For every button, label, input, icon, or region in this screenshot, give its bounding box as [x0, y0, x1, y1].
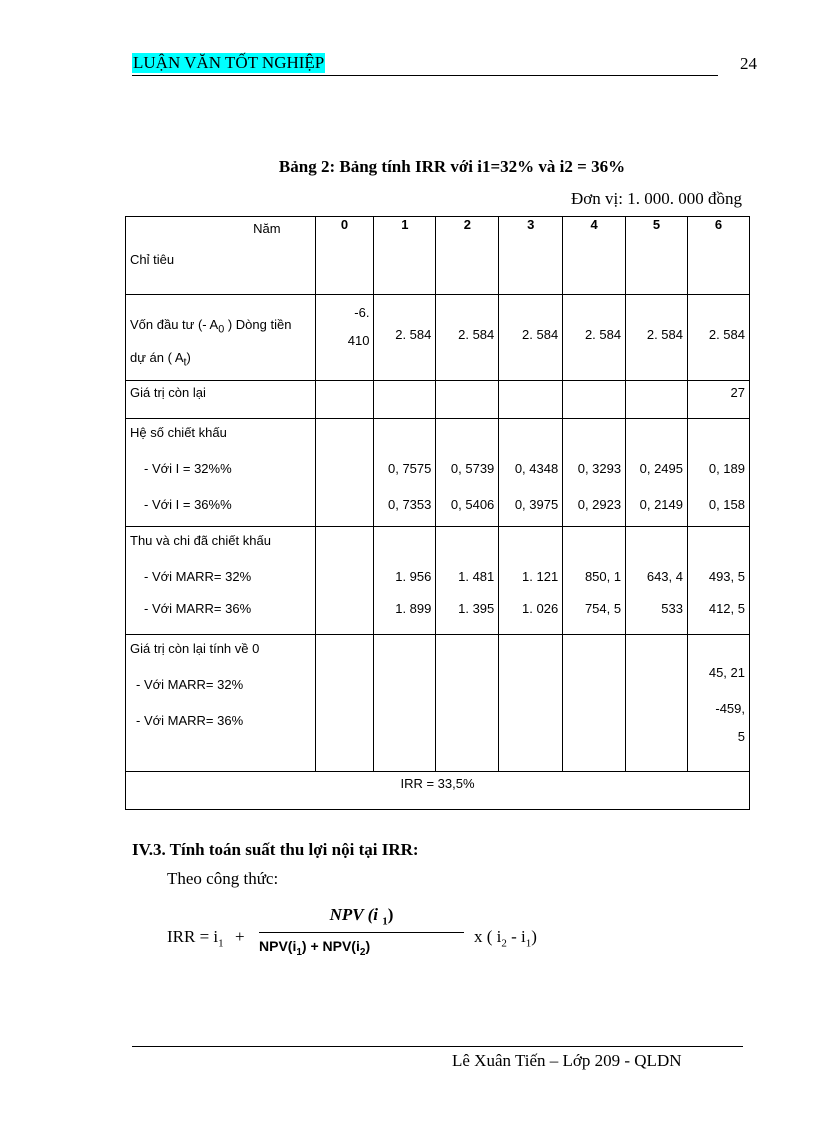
- table-header-row: [126, 217, 750, 295]
- unit-label: Đơn vị: 1. 000. 000 đồng: [571, 189, 742, 208]
- fraction-bar: [259, 932, 464, 933]
- year-4: 4: [563, 217, 626, 295]
- cell: 0, 5739 0, 5406: [436, 419, 499, 527]
- formula-plus: +: [235, 927, 245, 946]
- cell: 0, 7575 0, 7353: [374, 419, 436, 527]
- irr-table: [125, 216, 750, 810]
- corner-bottom: Chỉ tiêu: [130, 252, 175, 267]
- cell: 2. 584: [436, 295, 499, 381]
- year-3: 3: [499, 217, 563, 295]
- year-0: 0: [315, 217, 374, 295]
- cell: 493, 5 412, 5: [688, 527, 750, 635]
- cell: 643, 4 533: [626, 527, 688, 635]
- cell: 0, 3293 0, 2923: [563, 419, 626, 527]
- formula-numerator: NPV (i $_1$): [329, 905, 394, 928]
- row-label-discounted-flows: Thu và chi đã chiết khấu - Với MARR= 32% - Với MARR= 36%: [126, 527, 316, 635]
- table-row: [126, 635, 750, 772]
- residual-pv-year6: 45, 21 -459, 5: [688, 635, 750, 772]
- header-rule: [132, 75, 718, 76]
- irr-result: IRR = 33,5%: [126, 772, 750, 810]
- cell: 0, 4348 0, 3975: [499, 419, 563, 527]
- table-row: [126, 527, 750, 635]
- year-1: 1: [374, 217, 436, 295]
- table-caption: [0, 157, 816, 177]
- irr-row: [126, 772, 750, 810]
- corner-cell: [126, 217, 316, 295]
- header-title: LUẬN VĂN TỐT NGHIỆP: [133, 53, 325, 72]
- table-row: [126, 295, 750, 381]
- cell: 1. 121 1. 026: [499, 527, 563, 635]
- year-2: 2: [436, 217, 499, 295]
- investment-year0: -6. 410: [315, 295, 374, 381]
- formula-tail: x ( $i_2 - i_1$): [474, 927, 537, 950]
- cell: 850, 1 754, 5: [563, 527, 626, 635]
- caption-text: Bảng 2: Bảng tính IRR với i1=32% và i2 = 36%: [278, 157, 626, 176]
- footer-text: Lê Xuân Tiến – Lớp 209 - QLDN: [452, 1051, 682, 1070]
- residual-year6: 27: [688, 381, 750, 419]
- year-5: 5: [626, 217, 688, 295]
- table-row: [126, 381, 750, 419]
- cell: 0, 189 0, 158: [688, 419, 750, 527]
- cell: 2. 584: [563, 295, 626, 381]
- formula-intro: Theo công thức:: [167, 869, 279, 888]
- cell: 2. 584: [688, 295, 750, 381]
- formula-denominator: $NPV(i_1) + NPV(i_2)$: [259, 938, 371, 958]
- row-label-investment: Vốn đầu tư (- $A_0$ ) Dòng tiền dự án ( $A_t$): [126, 295, 316, 381]
- footer-rule: [132, 1046, 743, 1047]
- irr-formula: [167, 905, 587, 967]
- table-row: [126, 419, 750, 527]
- formula-lhs: IRR = $i_1$: [167, 927, 224, 950]
- section-heading: IV.3. Tính toán suất thu lợi nội tại IRR:: [132, 840, 419, 859]
- year-6: 6: [688, 217, 750, 295]
- cell: 2. 584: [374, 295, 436, 381]
- row-label-residual: Giá trị còn lại: [126, 381, 316, 419]
- row-label-discount: Hệ số chiết khấu - Với I = 32%% - Với I = 36%%: [126, 419, 316, 527]
- row-label-residual-pv: Giá trị còn lại tính về 0 - Với MARR= 32% - Với MARR= 36%: [126, 635, 316, 772]
- cell: 0, 2495 0, 2149: [626, 419, 688, 527]
- cell: 1. 956 1. 899: [374, 527, 436, 635]
- cell: 2. 584: [499, 295, 563, 381]
- cell: 1. 481 1. 395: [436, 527, 499, 635]
- corner-top: Năm: [253, 221, 281, 236]
- cell: 2. 584: [626, 295, 688, 381]
- page-number: 24: [740, 54, 757, 73]
